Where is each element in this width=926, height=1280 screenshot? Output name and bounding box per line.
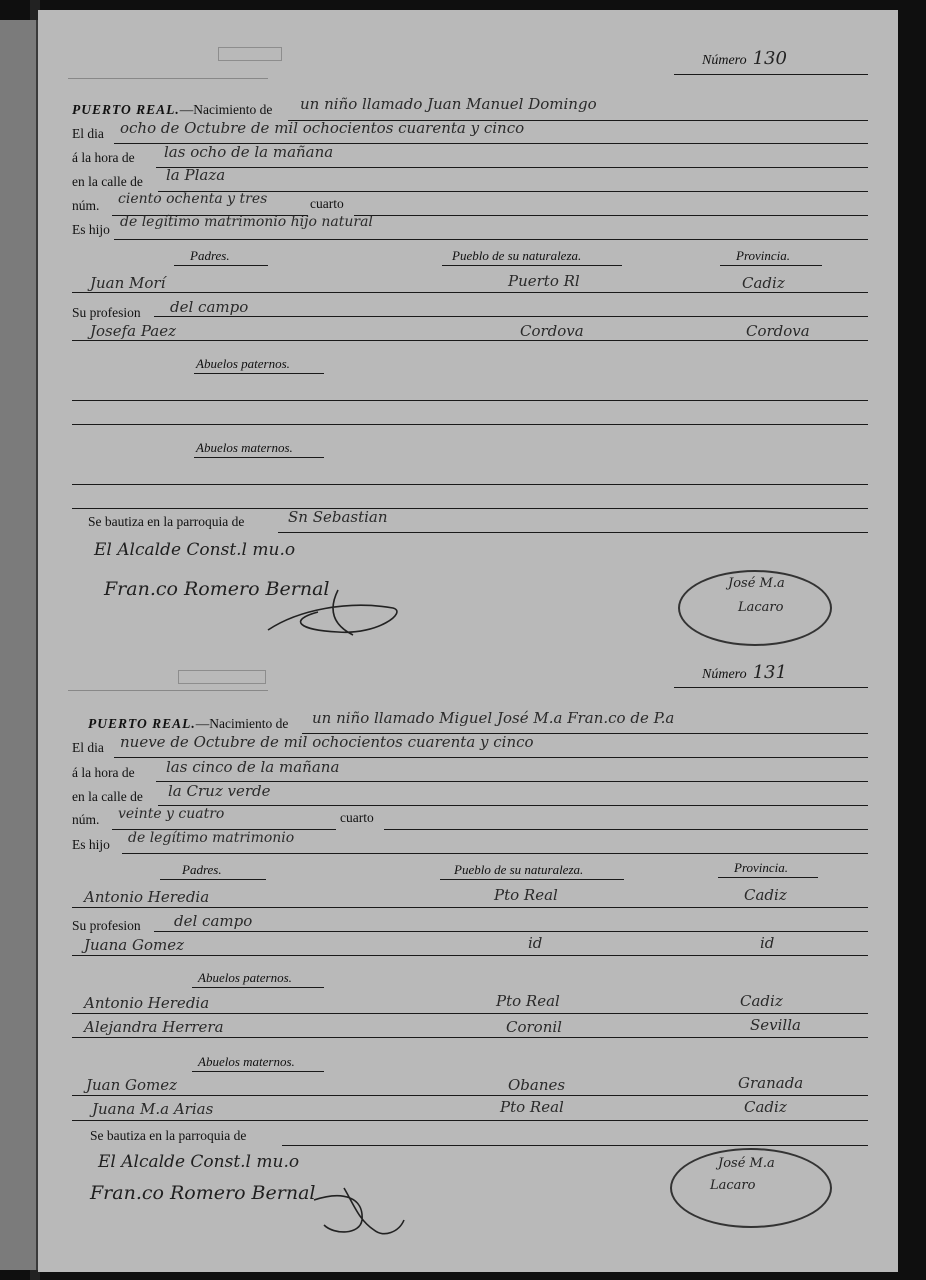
header-rule-faint (68, 690, 268, 691)
abuelo-pat-line-1 (72, 400, 868, 401)
abuelo-pat-line-2 (72, 1037, 868, 1038)
padres-header: Padres. (182, 862, 222, 877)
provincia-header: Provincia. (736, 248, 791, 263)
madre-pueblo: id (528, 934, 543, 952)
abuelo-mat-line-1 (72, 484, 868, 485)
abuelos-maternos-header: Abuelos maternos. (198, 1054, 295, 1069)
hijo-line (122, 853, 868, 854)
pueblo-underline (442, 265, 622, 266)
alcalde-title: El Alcalde Const.l mu.o (98, 1152, 300, 1172)
madre-line (72, 340, 868, 341)
padres-underline (160, 879, 266, 880)
padre-line (72, 907, 868, 908)
seal-signature-1: José M.a (718, 1156, 775, 1171)
numero-label: Número (702, 53, 747, 68)
alcalde-signature: Fran.co Romero Bernal (104, 578, 330, 600)
pueblo-header: Pueblo de su naturaleza. (454, 862, 584, 877)
puerto-real-title: PUERTO REAL. (88, 716, 196, 731)
profesion-label: Su profesion (72, 305, 141, 320)
madre-provincia: id (760, 934, 775, 952)
puerto-real-title: PUERTO REAL. (72, 102, 180, 117)
padre-line (72, 292, 868, 293)
numero-underline (674, 74, 868, 75)
seal-signature-1: José M.a (728, 576, 785, 591)
abuelo-mat-1: Juan Gomez (86, 1076, 178, 1094)
bautiza-line (282, 1145, 868, 1146)
abuelo-mat-line-2 (72, 508, 868, 509)
record-number (702, 48, 787, 69)
padre-pueblo: Puerto Rl (508, 272, 580, 290)
abuelo-mat-1-pueblo: Obanes (508, 1076, 566, 1094)
numero-underline (674, 687, 868, 688)
hora-value: las cinco de la mañana (166, 758, 340, 776)
num-label: núm. (72, 198, 100, 213)
cuarto-line (384, 829, 868, 830)
nacimiento-label: PUERTO REAL.—Nacimiento de (72, 102, 273, 117)
abuelo-mat-2-pueblo: Pto Real (500, 1098, 564, 1116)
padre-pueblo: Pto Real (494, 886, 558, 904)
header-rule-faint (68, 78, 268, 79)
abuelos-maternos-underline (194, 457, 324, 458)
previous-page-edge (0, 20, 38, 1270)
hijo-line (114, 239, 868, 240)
profesion-value: del campo (170, 298, 249, 316)
calle-value: la Cruz verde (168, 782, 271, 800)
seal-signature-2: Lacaro (738, 600, 784, 615)
hora-label: á la hora de (72, 765, 135, 780)
profesion-line (154, 316, 868, 317)
abuelos-paternos-underline (194, 373, 324, 374)
abuelos-paternos-underline (192, 987, 324, 988)
seal-signature-2: Lacaro (710, 1178, 756, 1193)
bautiza-value: Sn Sebastian (288, 508, 388, 526)
nacimiento-value: un niño llamado Juan Manuel Domingo (300, 95, 597, 113)
hora-value: las ocho de la mañana (164, 143, 334, 161)
dia-label: El dia (72, 740, 104, 755)
signature-flourish (304, 1180, 414, 1242)
abuelo-pat-2-pueblo: Coronil (506, 1018, 562, 1036)
hora-label: á la hora de (72, 150, 135, 165)
abuelo-pat-2: Alejandra Herrera (84, 1018, 224, 1036)
bleed-through-box (218, 47, 282, 61)
cuarto-label: cuarto (340, 810, 374, 825)
hijo-label: Es hijo (72, 222, 110, 237)
provincia-underline (720, 265, 822, 266)
abuelos-paternos-header: Abuelos paternos. (196, 356, 290, 371)
cuarto-label: cuarto (310, 196, 344, 211)
padre-name: Antonio Heredia (84, 888, 210, 906)
madre-name: Juana Gomez (84, 936, 185, 954)
nacimiento-value: un niño llamado Miguel José M.a Fran.co de P.a (312, 709, 675, 727)
alcalde-signature: Fran.co Romero Bernal (90, 1182, 316, 1204)
register-page (38, 10, 898, 1272)
num-value: ciento ochenta y tres (118, 191, 268, 207)
numero-value: 131 (752, 662, 787, 683)
bleed-through-box (178, 670, 266, 684)
bautiza-label: Se bautiza en la parroquia de (88, 514, 245, 529)
dia-label: El dia (72, 126, 104, 141)
hijo-value: de legítimo matrimonio (128, 830, 295, 846)
abuelo-mat-1-provincia: Granada (738, 1074, 804, 1092)
padres-underline (174, 265, 268, 266)
hora-line (156, 167, 868, 168)
numero-value: 130 (752, 48, 787, 69)
signature-flourish (258, 580, 408, 642)
abuelo-pat-line-1 (72, 1013, 868, 1014)
calle-line (158, 805, 868, 806)
abuelo-mat-line-2 (72, 1120, 868, 1121)
provincia-underline (718, 877, 818, 878)
numero-label: Número (702, 667, 747, 682)
abuelos-paternos-header: Abuelos paternos. (198, 970, 292, 985)
padre-provincia: Cadiz (742, 274, 785, 292)
calle-label: en la calle de (72, 174, 143, 189)
madre-provincia: Cordova (746, 322, 810, 340)
pueblo-underline (440, 879, 624, 880)
bautiza-label: Se bautiza en la parroquia de (90, 1128, 247, 1143)
hijo-value: de legítimo matrimonio hijo natural (120, 214, 373, 230)
nacimiento-label: PUERTO REAL.—Nacimiento de (88, 716, 289, 731)
dia-value: ocho de Octubre de mil ochocientos cuarenta y cinco (120, 119, 525, 137)
padres-header: Padres. (190, 248, 230, 263)
provincia-header: Provincia. (734, 860, 789, 875)
abuelo-mat-line-1 (72, 1095, 868, 1096)
calle-label: en la calle de (72, 789, 143, 804)
abuelo-pat-line-2 (72, 424, 868, 425)
padre-provincia: Cadiz (744, 886, 787, 904)
abuelo-pat-2-provincia: Sevilla (750, 1016, 801, 1034)
madre-pueblo: Cordova (520, 322, 584, 340)
madre-line (72, 955, 868, 956)
padre-name: Juan Morí (90, 274, 166, 292)
calle-value: la Plaza (166, 166, 226, 184)
abuelo-pat-1-pueblo: Pto Real (496, 992, 560, 1010)
bautiza-line (278, 532, 868, 533)
num-label: núm. (72, 812, 100, 827)
record-number (702, 662, 787, 683)
cuarto-line (354, 215, 868, 216)
abuelo-mat-2-provincia: Cadiz (744, 1098, 787, 1116)
profesion-line (154, 931, 868, 932)
profesion-value: del campo (174, 912, 253, 930)
profesion-label: Su profesion (72, 918, 141, 933)
pueblo-header: Pueblo de su naturaleza. (452, 248, 582, 263)
abuelo-mat-2: Juana M.a Arias (92, 1100, 214, 1118)
alcalde-title: El Alcalde Const.l mu.o (94, 540, 296, 560)
abuelos-maternos-underline (192, 1071, 324, 1072)
hijo-label: Es hijo (72, 837, 110, 852)
abuelo-pat-1-provincia: Cadiz (740, 992, 783, 1010)
abuelo-pat-1: Antonio Heredia (84, 994, 210, 1012)
dia-value: nueve de Octubre de mil ochocientos cuarenta y cinco (120, 733, 534, 751)
madre-name: Josefa Paez (90, 322, 177, 340)
num-value: veinte y cuatro (118, 806, 225, 822)
abuelos-maternos-header: Abuelos maternos. (196, 440, 293, 455)
